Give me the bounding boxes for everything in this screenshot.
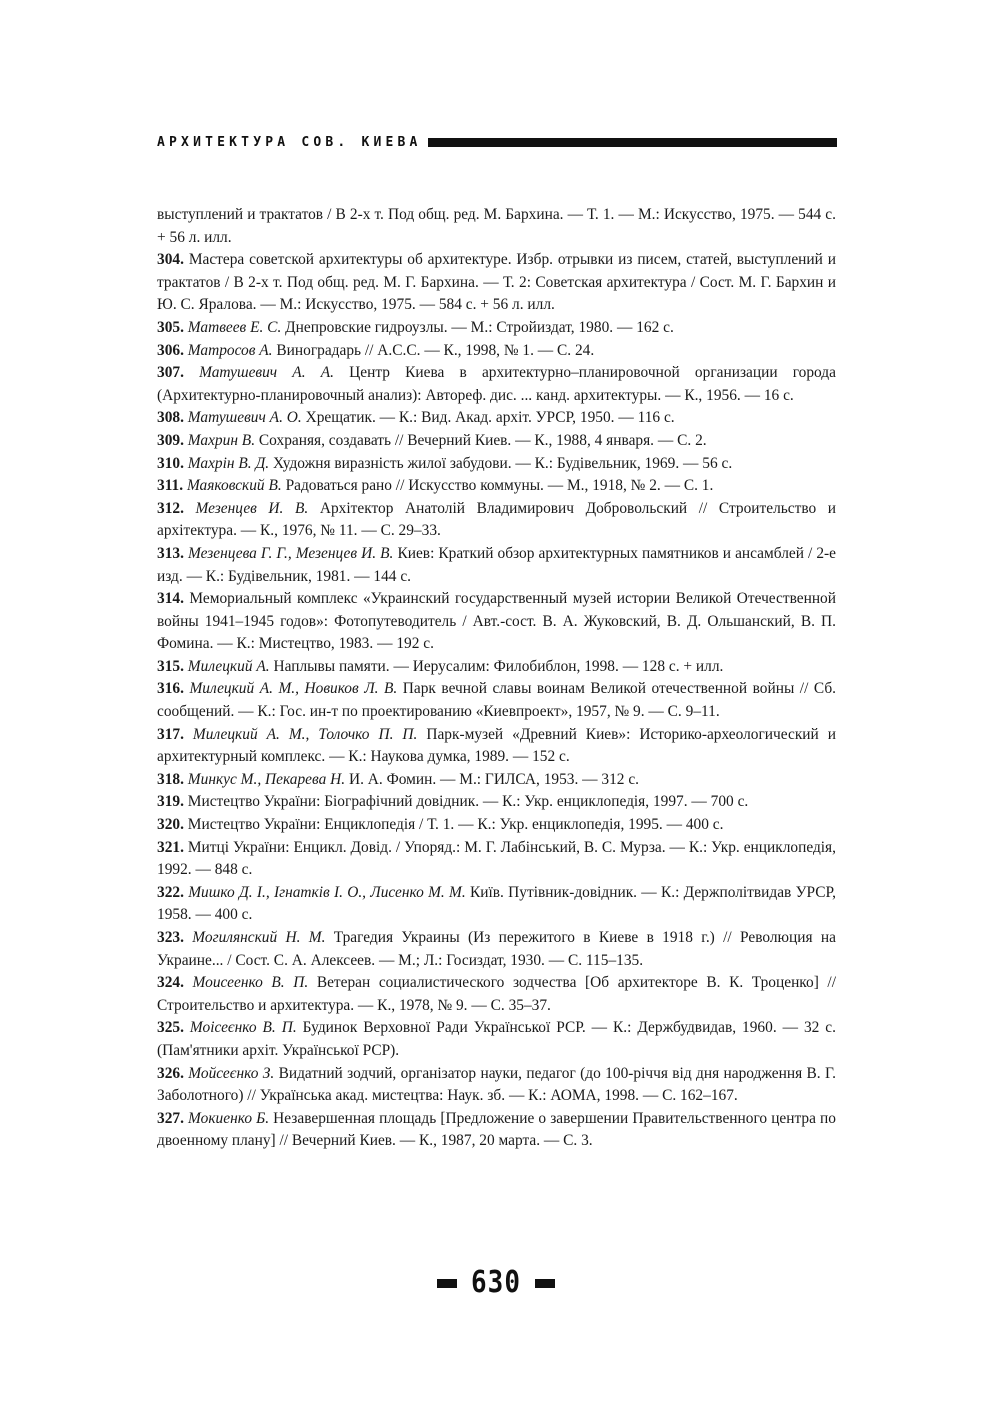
entry-number: 316.	[157, 680, 184, 698]
entry-number: 305.	[157, 318, 184, 336]
entry-number: 321.	[157, 838, 184, 856]
entry-number: 306.	[157, 341, 184, 359]
entry-author: Мезенцев И. В.	[195, 499, 309, 517]
entry-text: Художня виразність жилої забудови. — К.: Будівельник, 1969. — 56 с.	[272, 454, 733, 472]
running-header	[157, 131, 837, 153]
entry-number: 319.	[157, 793, 184, 811]
bibliography-entry	[157, 724, 836, 769]
entry-author: Мезенцева Г. Г., Мезенцев И. В.	[188, 544, 394, 562]
entry-text: выступлений и трактатов / В 2-х т. Под общ. ред. М. Бархина. — Т. 1. — М.: Искусство, 1975. — 544 с. + 56 л. илл.	[157, 206, 836, 246]
entry-text: Сохраняя, создавать // Вечерний Киев. — К., 1988, 4 января. — С. 2.	[258, 431, 707, 449]
bibliography-entry	[157, 791, 836, 814]
header-rule	[428, 138, 837, 147]
entry-text: Виноградарь // А.С.С. — К., 1998, № 1. — С. 24.	[276, 341, 595, 359]
entry-author: Моісеєнко В. П.	[189, 1019, 297, 1037]
entry-number: 322.	[157, 883, 184, 901]
bibliography-entry	[157, 543, 836, 588]
entry-text: Хрещатик. — К.: Вид. Акад. архіт. УРСР, 1950. — 116 с.	[305, 409, 675, 427]
entry-text: Київ. Путівник-довідник. — К.: Держполітвидав УРСР, 1958. — 400 с.	[157, 883, 836, 924]
entry-author: Матушевич А. А.	[199, 364, 334, 382]
entry-text: Радоваться рано // Искусство коммуны. — М., 1918, № 2. — С. 1.	[285, 477, 714, 495]
entry-text: Архітектор Анатолій Владимирович Добровольский // Строительство и архітектура. — К., 1976, № 11. — С. 29–33.	[157, 499, 837, 540]
entry-text: Наплывы памяти. — Иерусалим: Филобиблон, 1998. — 128 с. + илл.	[273, 657, 724, 675]
entry-number: 317.	[157, 725, 184, 743]
bibliography-entry	[157, 475, 836, 498]
entry-text: Киев: Краткий обзор архитектурных памятников и ансамблей / 2-е изд. — К.: Будівельник, 1981. — 144 с.	[157, 544, 836, 585]
entry-number: 327.	[157, 1109, 184, 1127]
bibliography-entry	[157, 1108, 836, 1153]
entry-number: 315.	[157, 657, 184, 675]
entry-author: Могилянский Н. М.	[192, 929, 326, 946]
bibliography-entry	[157, 814, 836, 837]
entry-author: Матросов А.	[187, 341, 273, 359]
footer-bar-right	[535, 1279, 555, 1288]
entry-text: Мастера советской архитектуры об архитектуре. Избр. отрывки из писем, статей, выступлений и трактатов / В 2-х т. Под общ. ред. М. Г. Бархина. — Т. 2: Советская архитектура / Сост. М. Г. Бархин и Ю. С. Яралова. — М.: Искусство, 1975. — 584 с. + 56 л. илл.	[157, 251, 836, 314]
entry-text: Будинок Верховної Ради Української РСР. — К.: Держбудвидав, 1960. — 32 с. (Пам'ятники архіт. Української РСР).	[157, 1019, 836, 1059]
entry-author: Махрін В. Д.	[187, 454, 270, 472]
entry-author: Моисеенко В. П.	[192, 974, 309, 992]
entry-number: 311.	[157, 477, 184, 495]
entry-text: Мистецтво України: Біографічний довідник. — К.: Укр. енциклопедія, 1997. — 700 с.	[187, 793, 749, 811]
entry-author: Мишко Д. І., Ігнатків І. О., Лисенко М. М.	[188, 883, 466, 901]
bibliography-entry	[157, 204, 836, 249]
entry-author: Милецкий А.	[187, 657, 270, 675]
entry-text: Видатний зодчий, організатор науки, педагог (до 100-річчя від дня народження В. Г. Заболотного) // Українська акад. мистецтва: Наук. зб. — К.: АОМА, 1998. — С. 162–167.	[157, 1064, 836, 1105]
entry-number: 308.	[157, 409, 184, 427]
running-header-title: АРХИТЕКТУРА СОВ. КИЕВА	[157, 134, 422, 150]
bibliography-entry	[157, 317, 836, 340]
entry-text: Митці України: Енцикл. Довід. / Упоряд.: М. Г. Лабінський, В. С. Мурза. — К.: Укр. енциклопедія, 1992. — 848 с.	[157, 838, 836, 879]
bibliography-entry	[157, 927, 836, 972]
bibliography-entry	[157, 972, 836, 1017]
bibliography-entry	[157, 453, 836, 476]
bibliography-entry	[157, 340, 836, 363]
entry-author: Минкус М., Пекарева Н.	[187, 770, 346, 788]
entry-text: Трагедия Украины (Из пережитого в Киеве в 1918 г.) // Революция на Украине... / Сост. С. А. Алексеев. — М.; Л.: Госиздат, 1930. — С. 115–135.	[157, 929, 836, 969]
entry-author: Маяковский В.	[186, 477, 282, 495]
entry-text: Мемориальный комплекс «Украинский государственный музей истории Великой Отечественной войны 1941–1945 годов»: Фотопутеводитель / Авт.-сост. В. А. Жуковский, В. Д. Ольшанский, В. П. Фомина. — К.: Мистецтво, 1983. — 192 с.	[157, 590, 836, 653]
entry-text: Парк вечной славы воинам Великой отечественной войны // Сб. сообщений. — К.: Гос. ин-т по проектированию «Киевпроект», 1957, № 9. — С. 9–11.	[157, 680, 836, 721]
bibliography-entry	[157, 498, 836, 543]
bibliography-entry	[157, 769, 836, 792]
entry-number: 320.	[157, 816, 184, 834]
bibliography-entry	[157, 882, 836, 927]
entry-text: Днепровские гидроузлы. — М.: Стройиздат, 1980. — 162 с.	[285, 318, 674, 336]
bibliography-entry	[157, 588, 836, 656]
footer-bar-left	[437, 1279, 457, 1288]
bibliography-entry	[157, 362, 836, 407]
entry-number: 312.	[157, 499, 184, 517]
entry-text: И. А. Фомин. — М.: ГИЛСА, 1953. — 312 с.	[348, 770, 640, 788]
bibliography-entry	[157, 407, 836, 430]
bibliography-list	[157, 204, 836, 1153]
bibliography-entry	[157, 1063, 836, 1108]
entry-number: 313.	[157, 544, 184, 562]
entry-text: Мистецтво України: Енциклопедія / Т. 1. — К.: Укр. енциклопедія, 1995. — 400 с.	[187, 816, 724, 834]
entry-number: 324.	[157, 974, 184, 992]
entry-author: Махрин В.	[187, 431, 256, 449]
entry-number: 325.	[157, 1019, 184, 1037]
bibliography-entry	[157, 430, 836, 453]
entry-author: Мокиенко Б.	[188, 1109, 270, 1127]
entry-text: Незавершенная площадь [Предложение о завершении Правительственного центра по двоенному плану] // Вечерний Киев. — К., 1987, 20 марта. — С. 3.	[157, 1109, 836, 1150]
entry-number: 310.	[157, 454, 184, 472]
entry-author: Милецкий А. М., Новиков Л. В.	[189, 680, 398, 698]
entry-number: 304.	[157, 251, 184, 269]
bibliography-entry	[157, 1017, 836, 1062]
entry-number: 323.	[157, 929, 184, 946]
entry-number: 307.	[157, 364, 184, 382]
entry-text: Парк-музей «Древний Киев»: Историко-археологический и архитектурный комплекс. — К.: Наукова думка, 1989. — 152 с.	[157, 725, 836, 766]
entry-number: 309.	[157, 431, 184, 449]
entry-number: 326.	[157, 1064, 184, 1082]
entry-text: Центр Киева в архитектурно–планировочной организации города (Архитектурно-планировочный анализ): Автореф. дис. ... канд. архитектуры. — К., 1956. — 16 с.	[157, 364, 836, 404]
entry-author: Мойсеєнко З.	[188, 1064, 275, 1082]
entry-author: Милецкий А. М., Толочко П. П.	[192, 725, 418, 743]
bibliography-entry	[157, 249, 836, 317]
page-footer	[0, 1265, 992, 1301]
entry-text: Ветеран социалистического зодчества [Об архитекторе В. К. Троценко] // Строительство и архитектура. — К., 1978, № 9. — С. 35–37.	[157, 974, 836, 1014]
entry-author: Матвеев Е. С.	[187, 318, 282, 336]
entry-number: 314.	[157, 590, 184, 608]
bibliography-entry	[157, 656, 836, 679]
entry-author: Матушевич А. О.	[187, 409, 302, 427]
entry-number: 318.	[157, 770, 184, 788]
page-number: 630	[471, 1265, 521, 1301]
bibliography-entry	[157, 837, 836, 882]
bibliography-entry	[157, 678, 836, 723]
